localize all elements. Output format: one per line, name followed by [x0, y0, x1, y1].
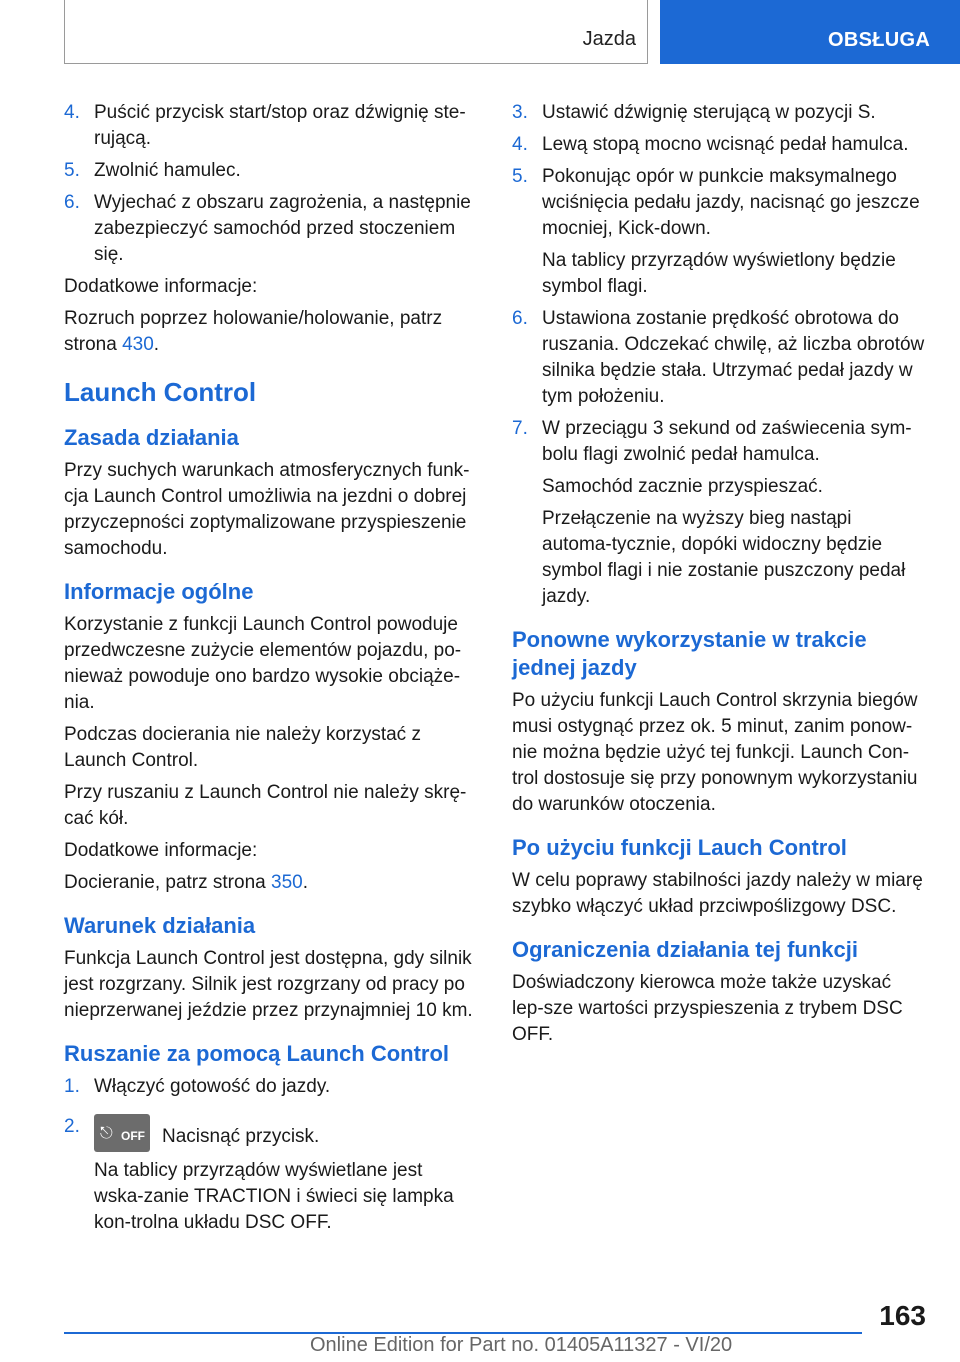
paragraph: Dodatkowe informacje: [64, 840, 258, 861]
page-link-430[interactable]: 430 [122, 334, 154, 355]
car-skid-icon: ⎋ [100, 1125, 113, 1142]
header-chapter-tab[interactable]: OBSŁUGA [660, 0, 960, 64]
page-number: 163 [879, 1300, 926, 1331]
list-number: 7. [512, 418, 528, 439]
list-text: Nacisnąć przycisk. [162, 1126, 320, 1147]
paragraph: Funkcja Launch Control jest dostępna, gdy silnik jest rozgrzany. Silnik jest rozgrzany od pracy po nieprzerwanej jeździe przez przynajmniej 10 km. [64, 948, 473, 1021]
right-column [512, 100, 926, 1054]
paragraph: Dodatkowe informacje: [64, 276, 258, 297]
off-label: OFF [121, 1129, 145, 1143]
list-number: 4. [64, 102, 80, 123]
paragraph-text: Rozruch poprzez holowanie/holowanie, patrz strona [64, 308, 443, 355]
list-item [64, 1074, 476, 1100]
paragraph-text: Docieranie, patrz strona [64, 872, 271, 893]
paragraph: Po użyciu funkcji Lauch Control skrzynia biegów musi ostygnąć przez ok. 5 minut, zanim ponow-nie można będzie użyć tej funkcji. Launch Con-trol dostosuje się przy ponownym wykorzystaniu do warunków otoczenia. [512, 690, 918, 815]
list-item [64, 100, 476, 152]
list-item [512, 306, 926, 410]
list-number: 4. [512, 134, 528, 155]
section-title-launch-control: Launch Control [64, 377, 257, 407]
page-link-350[interactable]: 350 [271, 872, 303, 893]
list-item [64, 190, 476, 268]
list-subtext: Na tablicy przyrządów wyświetlony będzie symbol flagi. [542, 250, 896, 297]
paragraph: Przy ruszaniu z Launch Control nie należy skrę-cać kół. [64, 782, 467, 829]
list-number: 1. [64, 1076, 80, 1097]
list-text: W przeciągu 3 sekund od zaświecenia sym-bolu flagi zwolnić pedał hamulca. [542, 418, 912, 465]
list-subtext: Na tablicy przyrządów wyświetlane jest wska-zanie TRACTION i świeci się lampka kon-trolna układu DSC OFF. [94, 1160, 454, 1233]
list-number: 5. [64, 160, 80, 181]
list-item [64, 158, 476, 184]
list-item [512, 416, 926, 468]
list-item [512, 132, 926, 158]
list-number: 5. [512, 166, 528, 187]
header-section-title: Jazda [582, 28, 636, 50]
list-text: Ustawić dźwignię sterującą w pozycji S. [542, 102, 876, 123]
list-subtext: Przełączenie na wyższy bieg nastąpi automa-tycznie, dopóki widoczny będzie symbol flagi i nie zostanie puszczony pedał jazdy. [542, 508, 906, 607]
list-number: 6. [64, 192, 80, 213]
heading-po-uzyciu: Po użyciu funkcji Lauch Control [512, 835, 847, 860]
paragraph-with-link [64, 306, 476, 358]
list-text: Lewą stopą mocno wcisnąć pedał hamulca. [542, 134, 909, 155]
paragraph: Przy suchych warunkach atmosferycznych funk-cja Launch Control umożliwia na jezdni o dobrej przyczepności zoptymalizowane przyspieszenie samochodu. [64, 460, 470, 559]
paragraph-end: . [153, 334, 160, 355]
list-number: 3. [512, 102, 528, 123]
list-text: Wyjechać z obszaru zagrożenia, a następnie zabezpieczyć samochód przed stoczeniem się. [94, 192, 471, 265]
paragraph: Doświadczony kierowca może także uzyskać lep-sze wartości przyspieszenia z trybem DSC OFF. [512, 972, 903, 1045]
footer-edition: Online Edition for Part no. 01405A11327 - VI/20 [310, 1334, 733, 1356]
list-number: 2. [64, 1116, 80, 1137]
list-text: Pokonując opór w punkcie maksymalnego wciśnięcia pedału jazdy, nacisnąć go jeszcze mocniej, Kick-down. [542, 166, 920, 239]
paragraph-with-link [64, 870, 476, 896]
heading-zasada: Zasada działania [64, 425, 239, 450]
list-text: Puścić przycisk start/stop oraz dźwignię ste-rującą. [94, 102, 466, 149]
heading-ponowne: Ponowne wykorzystanie w trakcie jednej jazdy [512, 627, 867, 680]
list-text: Zwolnić hamulec. [94, 160, 241, 181]
heading-ruszanie: Ruszanie za pomocą Launch Control [64, 1041, 450, 1066]
list-item [64, 1114, 476, 1152]
paragraph: Podczas docierania nie należy korzystać z Launch Control. [64, 724, 421, 771]
list-item [512, 100, 926, 126]
header-frame [64, 0, 648, 64]
left-column [64, 100, 476, 1242]
paragraph: Korzystanie z funkcji Launch Control powoduje przedwczesne zużycie elementów pojazdu, po-nieważ powoduje ono bardzo wysokie obciąże-nia. [64, 614, 462, 713]
paragraph-end: . [302, 872, 308, 893]
list-number: 6. [512, 308, 528, 329]
list-text: Ustawiona zostanie prędkość obrotowa do ruszania. Odczekać chwilę, aż liczba obrotów silnika będzie stała. Utrzymać pedał jazdy w tym położeniu. [542, 308, 925, 407]
dsc-off-button-icon [94, 1114, 150, 1152]
heading-ograniczenia: Ograniczenia działania tej funkcji [512, 937, 858, 962]
heading-informacje: Informacje ogólne [64, 579, 254, 604]
paragraph: W celu poprawy stabilności jazdy należy w miarę szybko włączyć układ przciwpoślizgowy DSC. [512, 870, 923, 917]
list-item [512, 164, 926, 242]
list-subtext: Samochód zacznie przyspieszać. [542, 476, 823, 497]
heading-warunek: Warunek działania [64, 913, 256, 938]
list-text: Włączyć gotowość do jazdy. [94, 1076, 331, 1097]
